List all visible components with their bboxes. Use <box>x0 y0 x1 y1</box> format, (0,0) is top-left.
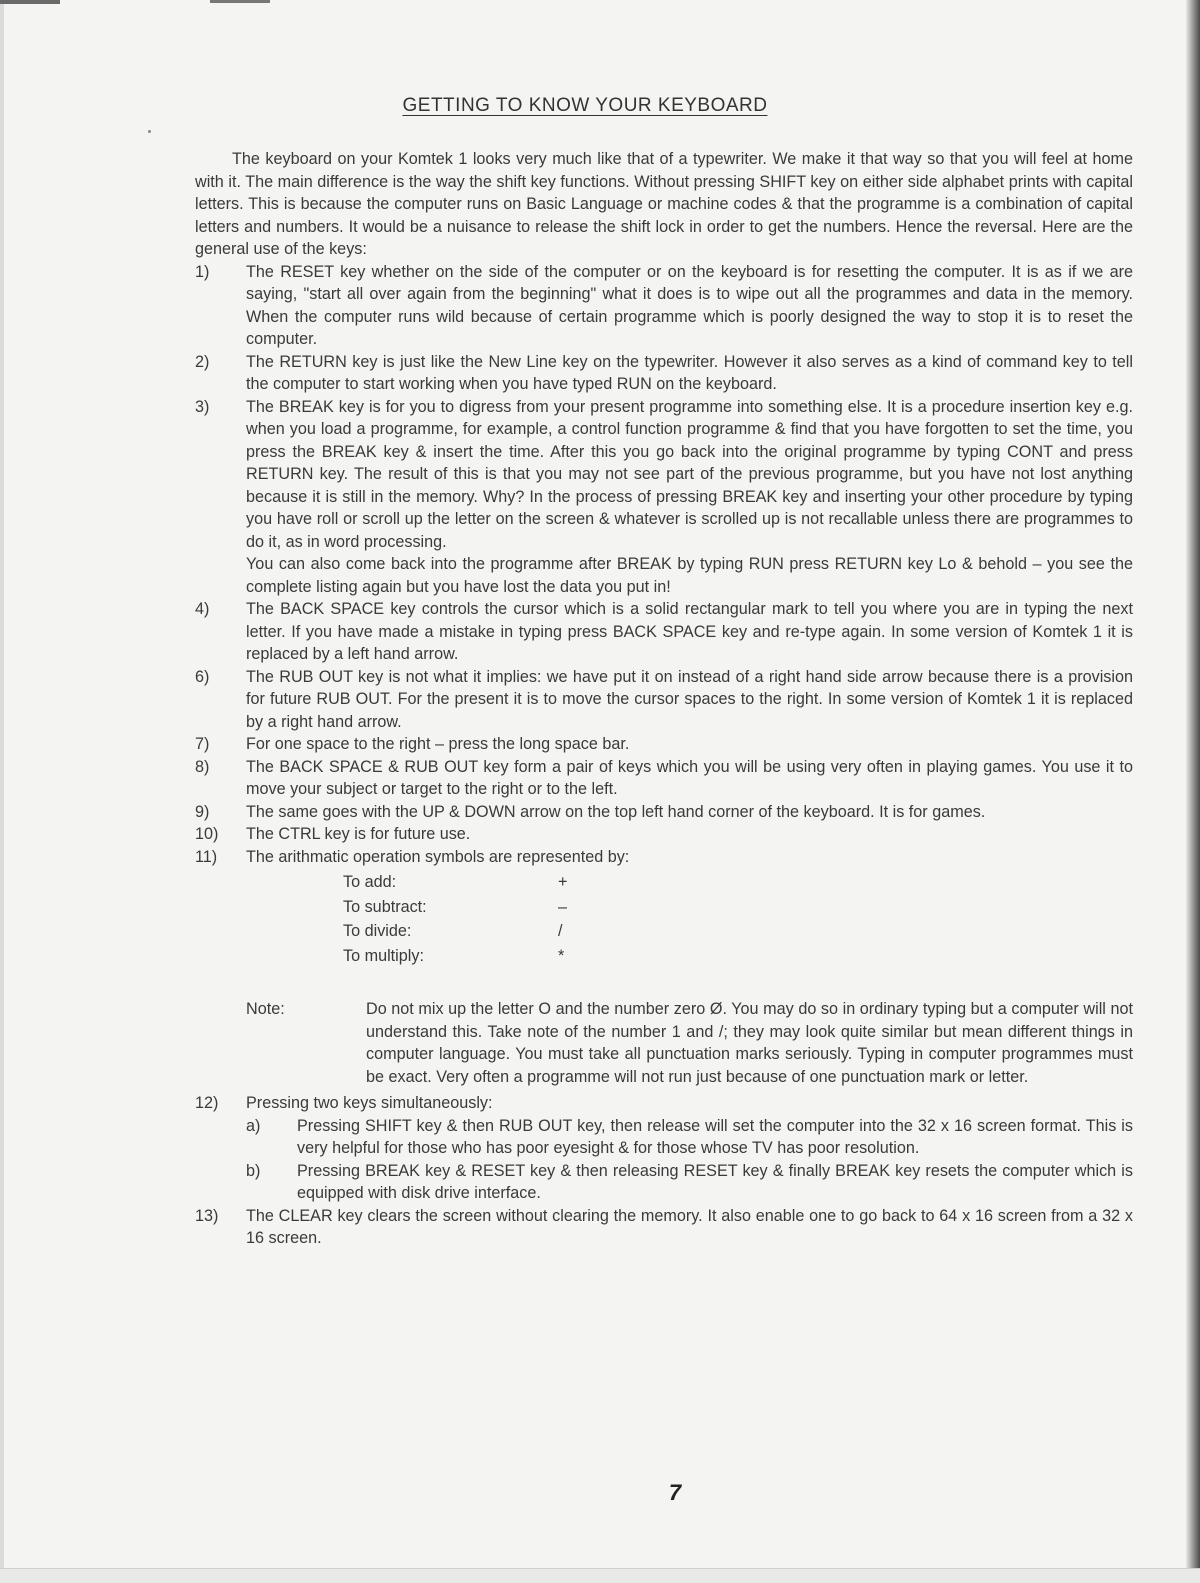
list-item <box>195 396 1133 599</box>
right-page-edge <box>1186 0 1200 1583</box>
item-number: 10) <box>195 825 219 843</box>
operation-label: To multiply: <box>343 946 424 965</box>
operation-symbol: / <box>558 922 563 940</box>
item-number: 8) <box>195 757 210 776</box>
item-text: The BACK SPACE key controls the cursor which is a solid rectangular mark to tell you where you are in typing the next letter. If you have made a mistake in typing press BACK SPACE key and re-type again. In some version of Komtek 1 it is replaced by a left hand arrow. <box>246 600 1133 663</box>
list-item <box>195 666 1133 734</box>
note-text: Do not mix up the letter O and the number zero Ø. You may do so in ordinary typing but a computer will not understand this. Take note of the number 1 and /; they may look quite similar but mean different things in computer language. You must take all punctuation marks seriously. Typing in computer programmes must be exact. Very often a programme will not run just because of one punctuation mark or letter. <box>366 1000 1133 1086</box>
list-item <box>195 351 1133 396</box>
item-number: 3) <box>195 397 210 416</box>
list-item <box>195 1092 1133 1205</box>
item-number: 2) <box>195 352 210 371</box>
note-block <box>246 998 1133 1088</box>
intro-paragraph: The keyboard on your Komtek 1 looks very much like that of a typewriter. We make it that way so that you will feel at home with it. The main difference is the way the shift key functions. Without pressing SHIFT key on either side alphabet prints with capital letters. This is because the computer runs on Basic Language or machine codes & that the programme is a combination of capital letters and numbers. It would be a nuisance to release the shift lock in order to get the numbers. Hence the reversal. Here are the general use of the keys: <box>195 150 1133 258</box>
scan-mark <box>0 0 60 4</box>
list-item <box>195 756 1133 801</box>
operation-label: To subtract: <box>343 897 427 916</box>
item-text: The RETURN key is just like the New Line key on the typewriter. However it also serves as a kind of command key to tell the computer to start working when you have typed RUN on the keyboard. <box>246 352 1133 393</box>
page-number: 7 <box>668 1480 682 1505</box>
item-text: For one space to the right – press the long space bar. <box>246 735 630 753</box>
sub-item-label: b) <box>246 1161 261 1180</box>
bottom-page-edge <box>0 1568 1200 1583</box>
item-text: The BREAK key is for you to digress from your present programme into something else. It is a procedure insertion key e.g. when you load a programme, for example, a control function programme & find that you have forgotten to set the time, you press the BREAK key & insert the time. After this you go back into the original programme by typing CONT and press RETURN key. The result of this is that you may not see part of the previous programme, but you have not lost anything because it is still in the memory. Why? In the process of pressing BREAK key and inserting your other procedure by typing you have roll or scroll up the letter on the screen & whatever is scrolled up is not recallable unless there are programmes to do it, as in word processing. <box>246 397 1133 551</box>
item-number: 11) <box>195 847 218 866</box>
operation-symbol: * <box>558 946 565 965</box>
scan-speck <box>148 130 151 133</box>
operation-row <box>343 870 1133 895</box>
list-item <box>195 598 1133 666</box>
item-text: The CTRL key is for future use. <box>246 825 471 843</box>
sub-item-label: a) <box>246 1116 261 1135</box>
item-text: Pressing two keys simultaneously: <box>246 1094 493 1112</box>
sub-item-text: Pressing BREAK key & RESET key & then releasing RESET key & finally BREAK key resets the computer which is equipped with disk drive interface. <box>297 1161 1133 1202</box>
scan-mark <box>210 0 270 3</box>
list-item <box>195 823 1133 846</box>
page-title: GETTING TO KNOW YOUR KEYBOARD <box>402 95 768 116</box>
item-text: The arithmatic operation symbols are represented by: <box>246 847 630 866</box>
item-number: 12) <box>195 1094 219 1112</box>
operation-symbols-table <box>343 870 1133 968</box>
item-number: 6) <box>195 667 210 686</box>
item-number: 1) <box>195 262 210 281</box>
page-body <box>195 148 1133 1250</box>
item-number: 13) <box>195 1206 219 1225</box>
item-text: The RUB OUT key is not what it implies: we have put it on instead of a right hand side arrow because there is a provision for future RUB OUT. For the present it is to move the cursor spaces to the right. In some version of Komtek 1 it is replaced by a right hand arrow. <box>246 667 1133 731</box>
sub-item <box>246 1115 1133 1160</box>
item-text-continued: You can also come back into the programme after BREAK by typing RUN press RETURN key Lo & behold – you see the complete listing again but you have lost the data you put in! <box>246 555 1133 596</box>
item-text: The same goes with the UP & DOWN arrow on the top left hand corner of the keyboard. It is for games. <box>246 802 986 821</box>
operation-row <box>343 944 1133 969</box>
operation-row <box>343 895 1133 920</box>
operation-symbol: + <box>558 873 568 891</box>
sub-item <box>246 1160 1133 1205</box>
list-item <box>195 801 1133 824</box>
item-text: The RESET key whether on the side of the computer or on the keyboard is for resetting the computer. It is as if we are saying, "start all over again from the beginning" what it does is to wipe out all the programmes and data in the memory. When the computer runs wild because of certain programme which is poorly designed the way to stop it is to reset the computer. <box>246 262 1133 348</box>
operation-symbol: – <box>558 897 568 916</box>
list-item <box>195 261 1133 351</box>
operation-label: To divide: <box>343 922 412 940</box>
item-number: 7) <box>195 735 210 753</box>
item-text: The BACK SPACE & RUB OUT key form a pair of keys which you will be using very often in playing games. You use it to move your subject or target to the right or to the left. <box>246 757 1133 798</box>
item-number: 4) <box>195 600 210 618</box>
operation-row <box>343 919 1133 944</box>
list-item <box>195 1205 1133 1250</box>
list-item <box>195 733 1133 756</box>
item-text: The CLEAR key clears the screen without clearing the memory. It also enable one to go back to 64 x 16 screen from a 32 x 16 screen. <box>246 1206 1133 1247</box>
operation-label: To add: <box>343 873 397 891</box>
item-number: 9) <box>195 802 210 821</box>
sub-item-text: Pressing SHIFT key & then RUB OUT key, then release will set the computer into the 32 x 16 screen format. This is very helpful for those who has poor eyesight & for those whose TV has poor resolution. <box>297 1116 1133 1157</box>
left-page-edge <box>0 0 4 1583</box>
list-item <box>195 846 1133 869</box>
note-label: Note: <box>246 1000 285 1018</box>
